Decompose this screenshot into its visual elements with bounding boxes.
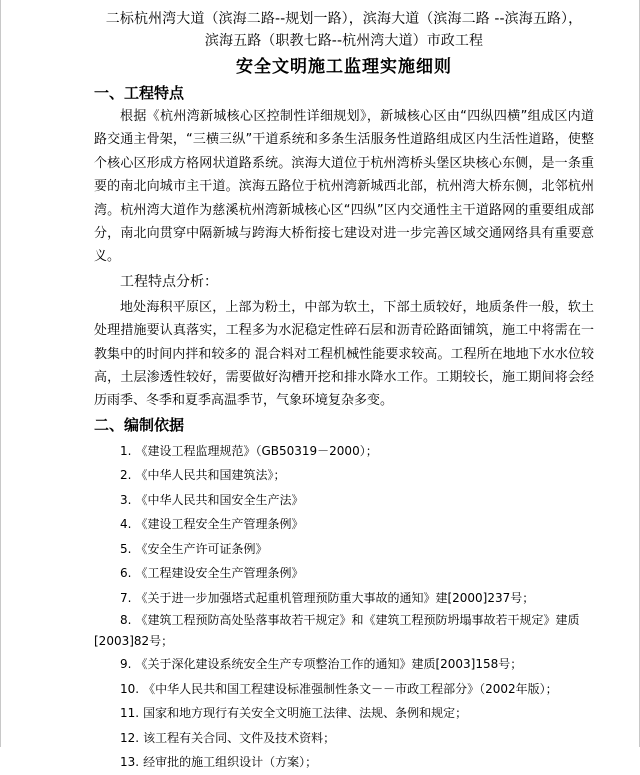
document-content: [94, 8, 594, 775]
list-item: [94, 586, 594, 611]
list-number: 7.: [120, 590, 132, 605]
list-text: 《工程建设安全生产管理条例》: [135, 566, 304, 581]
project-title-line-1: 二标杭州湾大道（滨海二路--规划一路），滨海大道（滨海二路 --滨海五路），: [105, 11, 583, 27]
list-text: 该工程有关合同、文件及技术资料；: [143, 730, 336, 745]
list-text: 《建设工程安全生产管理条例》: [135, 517, 304, 532]
list-text: 《安全生产许可证条例》: [135, 541, 268, 556]
list-text: 国家和地方现行有关安全文明施工法律、法规、条例和规定；: [143, 706, 468, 721]
document-title: 安全文明施工监理实施细则: [236, 57, 452, 77]
list-text: 经审批的施工组织设计（方案）；: [143, 755, 318, 770]
list-item: [94, 701, 594, 726]
section-1-paragraph-1: 根据《杭州湾新城核心区控制性详细规划》，新城核心区由“四纵四横”组成区内道路交通主骨架，“三横三纵”干道系统和多条生活服务性道路组成区内生活性道路，使整个核心区形成方格网状道路系统。滨海大道位于杭州湾桥头堡区块核心东侧，是一条重要的南北向城市主干道。滨海五路位于杭州湾新城西北部，杭州湾大桥东侧，北邻杭州湾。杭州湾大道作为慈溪杭州湾新城核心区“四纵”区内交通性主干道路网的重要组成部分，南北向贯穿中隔新城与跨海大桥衔接七建设对进一步完善区域交通网络具有重要意义。: [94, 109, 594, 265]
list-number: 12.: [120, 730, 140, 745]
list-number: 8.: [120, 613, 132, 628]
list-number: 13.: [120, 755, 140, 770]
project-title-line-2: 滨海五路（职教七路--杭州湾大道）市政工程: [204, 33, 484, 49]
section-1-heading: 一、工程特点: [94, 84, 185, 102]
list-text: 《建设工程监理规范》（GB50319－2000）；: [135, 443, 378, 458]
list-item: [94, 677, 594, 702]
basis-list: [94, 439, 594, 775]
list-number: 10.: [120, 681, 140, 696]
list-text: 《关于进一步加强塔式起重机管理预防重大事故的通知》建[2000]237号；: [135, 590, 535, 605]
list-item: [94, 652, 594, 677]
section-2-heading: 二、编制依据: [94, 415, 185, 434]
list-number: 6.: [120, 566, 132, 581]
list-item: [94, 750, 594, 775]
list-item: [94, 537, 594, 562]
list-number: 4.: [120, 517, 132, 532]
list-number: 3.: [120, 492, 132, 507]
section-1-subheading: 工程特点分析：: [120, 273, 218, 290]
list-number: 9.: [120, 657, 132, 672]
list-item: [94, 488, 594, 513]
list-number: 11.: [120, 706, 140, 721]
list-text: 《中华人民共和国安全生产法》: [135, 492, 304, 507]
list-number: 2.: [120, 468, 132, 483]
list-number: 5.: [120, 541, 132, 556]
list-item: [94, 610, 594, 652]
list-item: [94, 512, 594, 537]
list-text: 《建筑工程预防高处坠落事故若干规定》和《建筑工程预防坍塌事故若干规定》建质[2003]82号；: [94, 613, 580, 649]
list-item: [94, 463, 594, 488]
list-text: 《中华人民共和国建筑法》；: [135, 468, 286, 483]
list-item: [94, 439, 594, 464]
list-number: 1.: [120, 443, 132, 458]
section-1-paragraph-2: 地处海积平原区，上部为粉土，中部为软土，下部土质较好，地质条件一般，软土处理措施要认真落实，工程多为水泥稳定性碎石层和沥青砼路面铺筑，施工中将需在一教集中的时间内拌和较多的 混合料对工程机械性能要求较高。工程所在地地下水水位较高，土层渗透性较好，需要做好沟槽开挖和排水降水工作。工期较长，施工期间将会经历雨季、冬季和夏季高温季节，气象环境复杂多变。: [94, 299, 594, 409]
list-text: 《中华人民共和国工程建设标准强制性条文－－市政工程部分》（2002年版）；: [143, 681, 558, 696]
list-item: [94, 561, 594, 586]
list-text: 《关于深化建设系统安全生产专项整治工作的通知》建质[2003]158号；: [135, 657, 523, 672]
